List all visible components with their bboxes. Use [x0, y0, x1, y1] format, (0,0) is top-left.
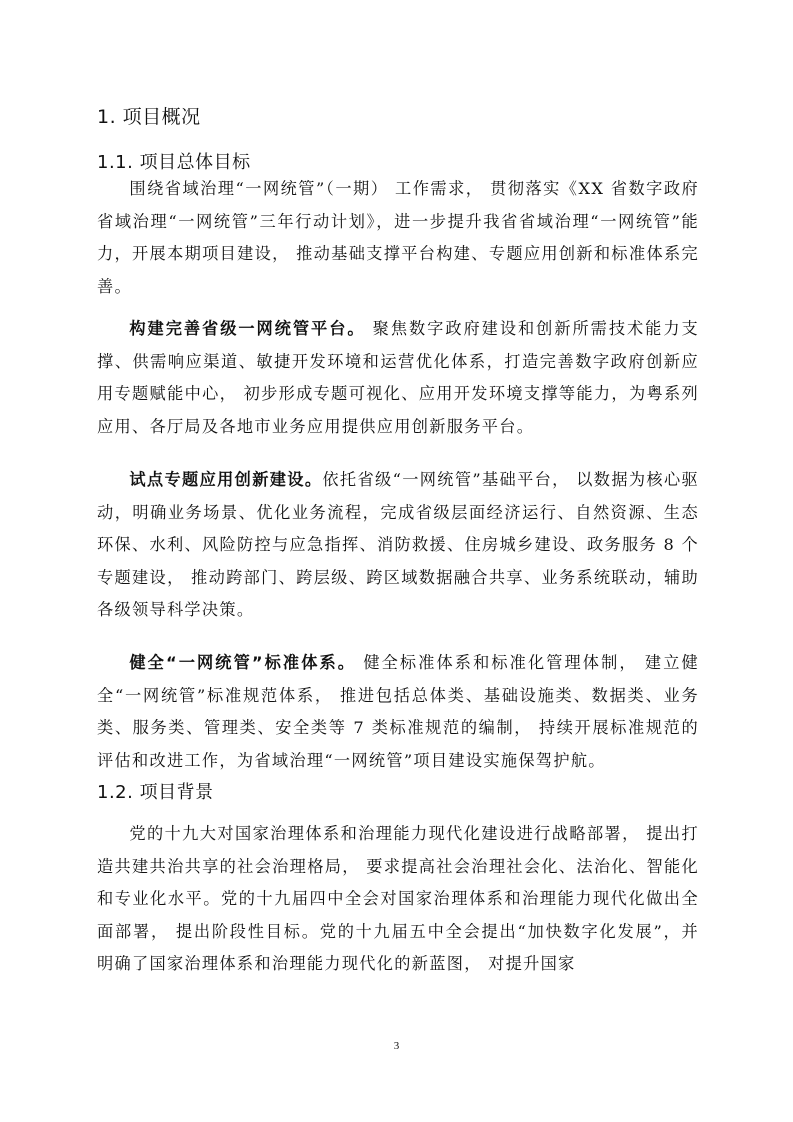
paragraph-standards [97, 647, 699, 777]
paragraph-platform [97, 313, 699, 443]
paragraph-background: 党的十九大对国家治理体系和治理能力现代化建设进行战略部署， 提出打造共建共治共享的社会治理格局， 要求提高社会治理社会化、法治化、智能化和专业化水平。党的十九届四中全会对国家治理体系和治理能力现代化做出全面部署， 提出阶段性目标。党的十九届五中全会提出“加快数字化发展”，并明确了国家治理体系和治理能力现代化的新蓝图， 对提升国家 [97, 824, 699, 974]
page-number: 3 [393, 1040, 400, 1052]
paragraph-pilot-lead: 试点专题应用创新建设。 [129, 470, 323, 489]
paragraph-intro: 围绕省域治理“一网统管”（一期） 工作需求， 贯彻落实《XX 省数字政府省域治理“一网统管”三年行动计划》，进一步提升我省省域治理“一网统管”能力，开展本期项目建设， 推动基础支撑平台构建、专题应用创新和标准体系完善。 [97, 179, 699, 296]
paragraph-standards-lead: 健全“一网统管”标准体系。 [129, 653, 357, 672]
paragraph-platform-text: 聚焦数字政府建设和创新所需技术能力支撑、供需响应渠道、敏捷开发环境和运营优化体系，打造完善数字政府创新应用专题赋能中心， 初步形成专题可视化、应用开发环境支撑等能力，为粤系列应用、各厅局及各地市业务应用提供应用创新服务平台。 [97, 319, 699, 436]
section-heading-1-2: 1.2. 项目背景 [97, 782, 214, 803]
paragraph-standards-text: 健全标准体系和标准化管理体制， 建立健全“一网统管”标准规范体系， 推进包括总体类、基础设施类、数据类、业务类、服务类、管理类、安全类等 7 类标准规范的编制， 持续开展标准规范的评估和改进工作，为省域治理“一网统管”项目建设实施保驾护航。 [97, 653, 699, 770]
paragraph-platform-lead: 构建完善省级一网统管平台。 [129, 319, 366, 338]
section-heading-1: 1. 项目概况 [97, 106, 201, 128]
paragraph-pilot [97, 464, 699, 627]
section-heading-1-1: 1.1. 项目总体目标 [97, 152, 251, 173]
paragraph-pilot-text: 依托省级“一网统管”基础平台， 以数据为核心驱动，明确业务场景、优化业务流程，完成省级层面经济运行、自然资源、生态环保、水利、风险防控与应急指挥、消防救援、住房城乡建设、政务服务 8 个专题建设， 推动跨部门、跨层级、跨区域数据融合共享、业务系统联动，辅助各级领导科学决策。 [97, 470, 699, 620]
